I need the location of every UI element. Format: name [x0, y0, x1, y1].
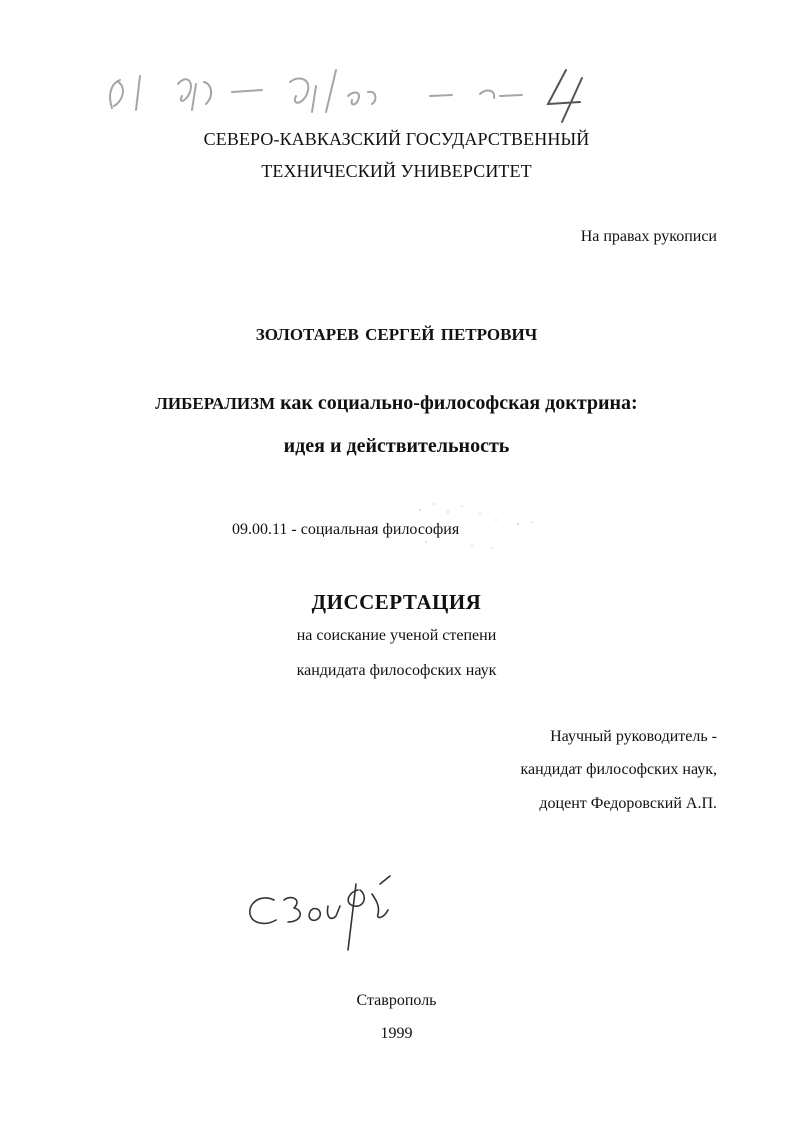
supervisor-line-3: доцент Федоровский А.П.: [539, 795, 717, 812]
city: Ставрополь: [356, 992, 437, 1009]
faint-stamp-mark: [400, 490, 550, 560]
dissertation-title-line-2: идея и действительность: [283, 435, 510, 457]
supervisor-line-1: Научный руководитель -: [550, 728, 717, 745]
supervisor-line-2: кандидат философских наук,: [520, 761, 717, 778]
author-name: ЗОЛОТАРЕВ СЕРГЕЙ ПЕТРОВИЧ: [255, 325, 538, 344]
degree-line-2: кандидата философских наук: [296, 662, 497, 679]
manuscript-rights-note: На правах рукописи: [580, 228, 717, 245]
specialty-code: 09.00.11 - социальная философия: [232, 521, 460, 538]
dissertation-title-line-1: [0, 392, 793, 415]
year: 1999: [380, 1025, 413, 1042]
document-type-heading: ДИССЕРТАЦИЯ: [311, 590, 482, 614]
author-signature: [240, 870, 410, 960]
title-caps-word: ЛИБЕРАЛИЗМ: [155, 394, 276, 413]
title-line-1-rest: как социально-философская доктрина:: [275, 392, 638, 414]
university-name-line-1: СЕВЕРО-КАВКАЗСКИЙ ГОСУДАРСТВЕННЫЙ: [203, 129, 590, 149]
university-header: [0, 129, 793, 189]
degree-line-1: на соискание ученой степени: [296, 627, 497, 644]
university-name-line-2: ТЕХНИЧЕСКИЙ УНИВЕРСИТЕТ: [261, 161, 532, 181]
handwritten-catalog-number: [0, 0, 793, 130]
